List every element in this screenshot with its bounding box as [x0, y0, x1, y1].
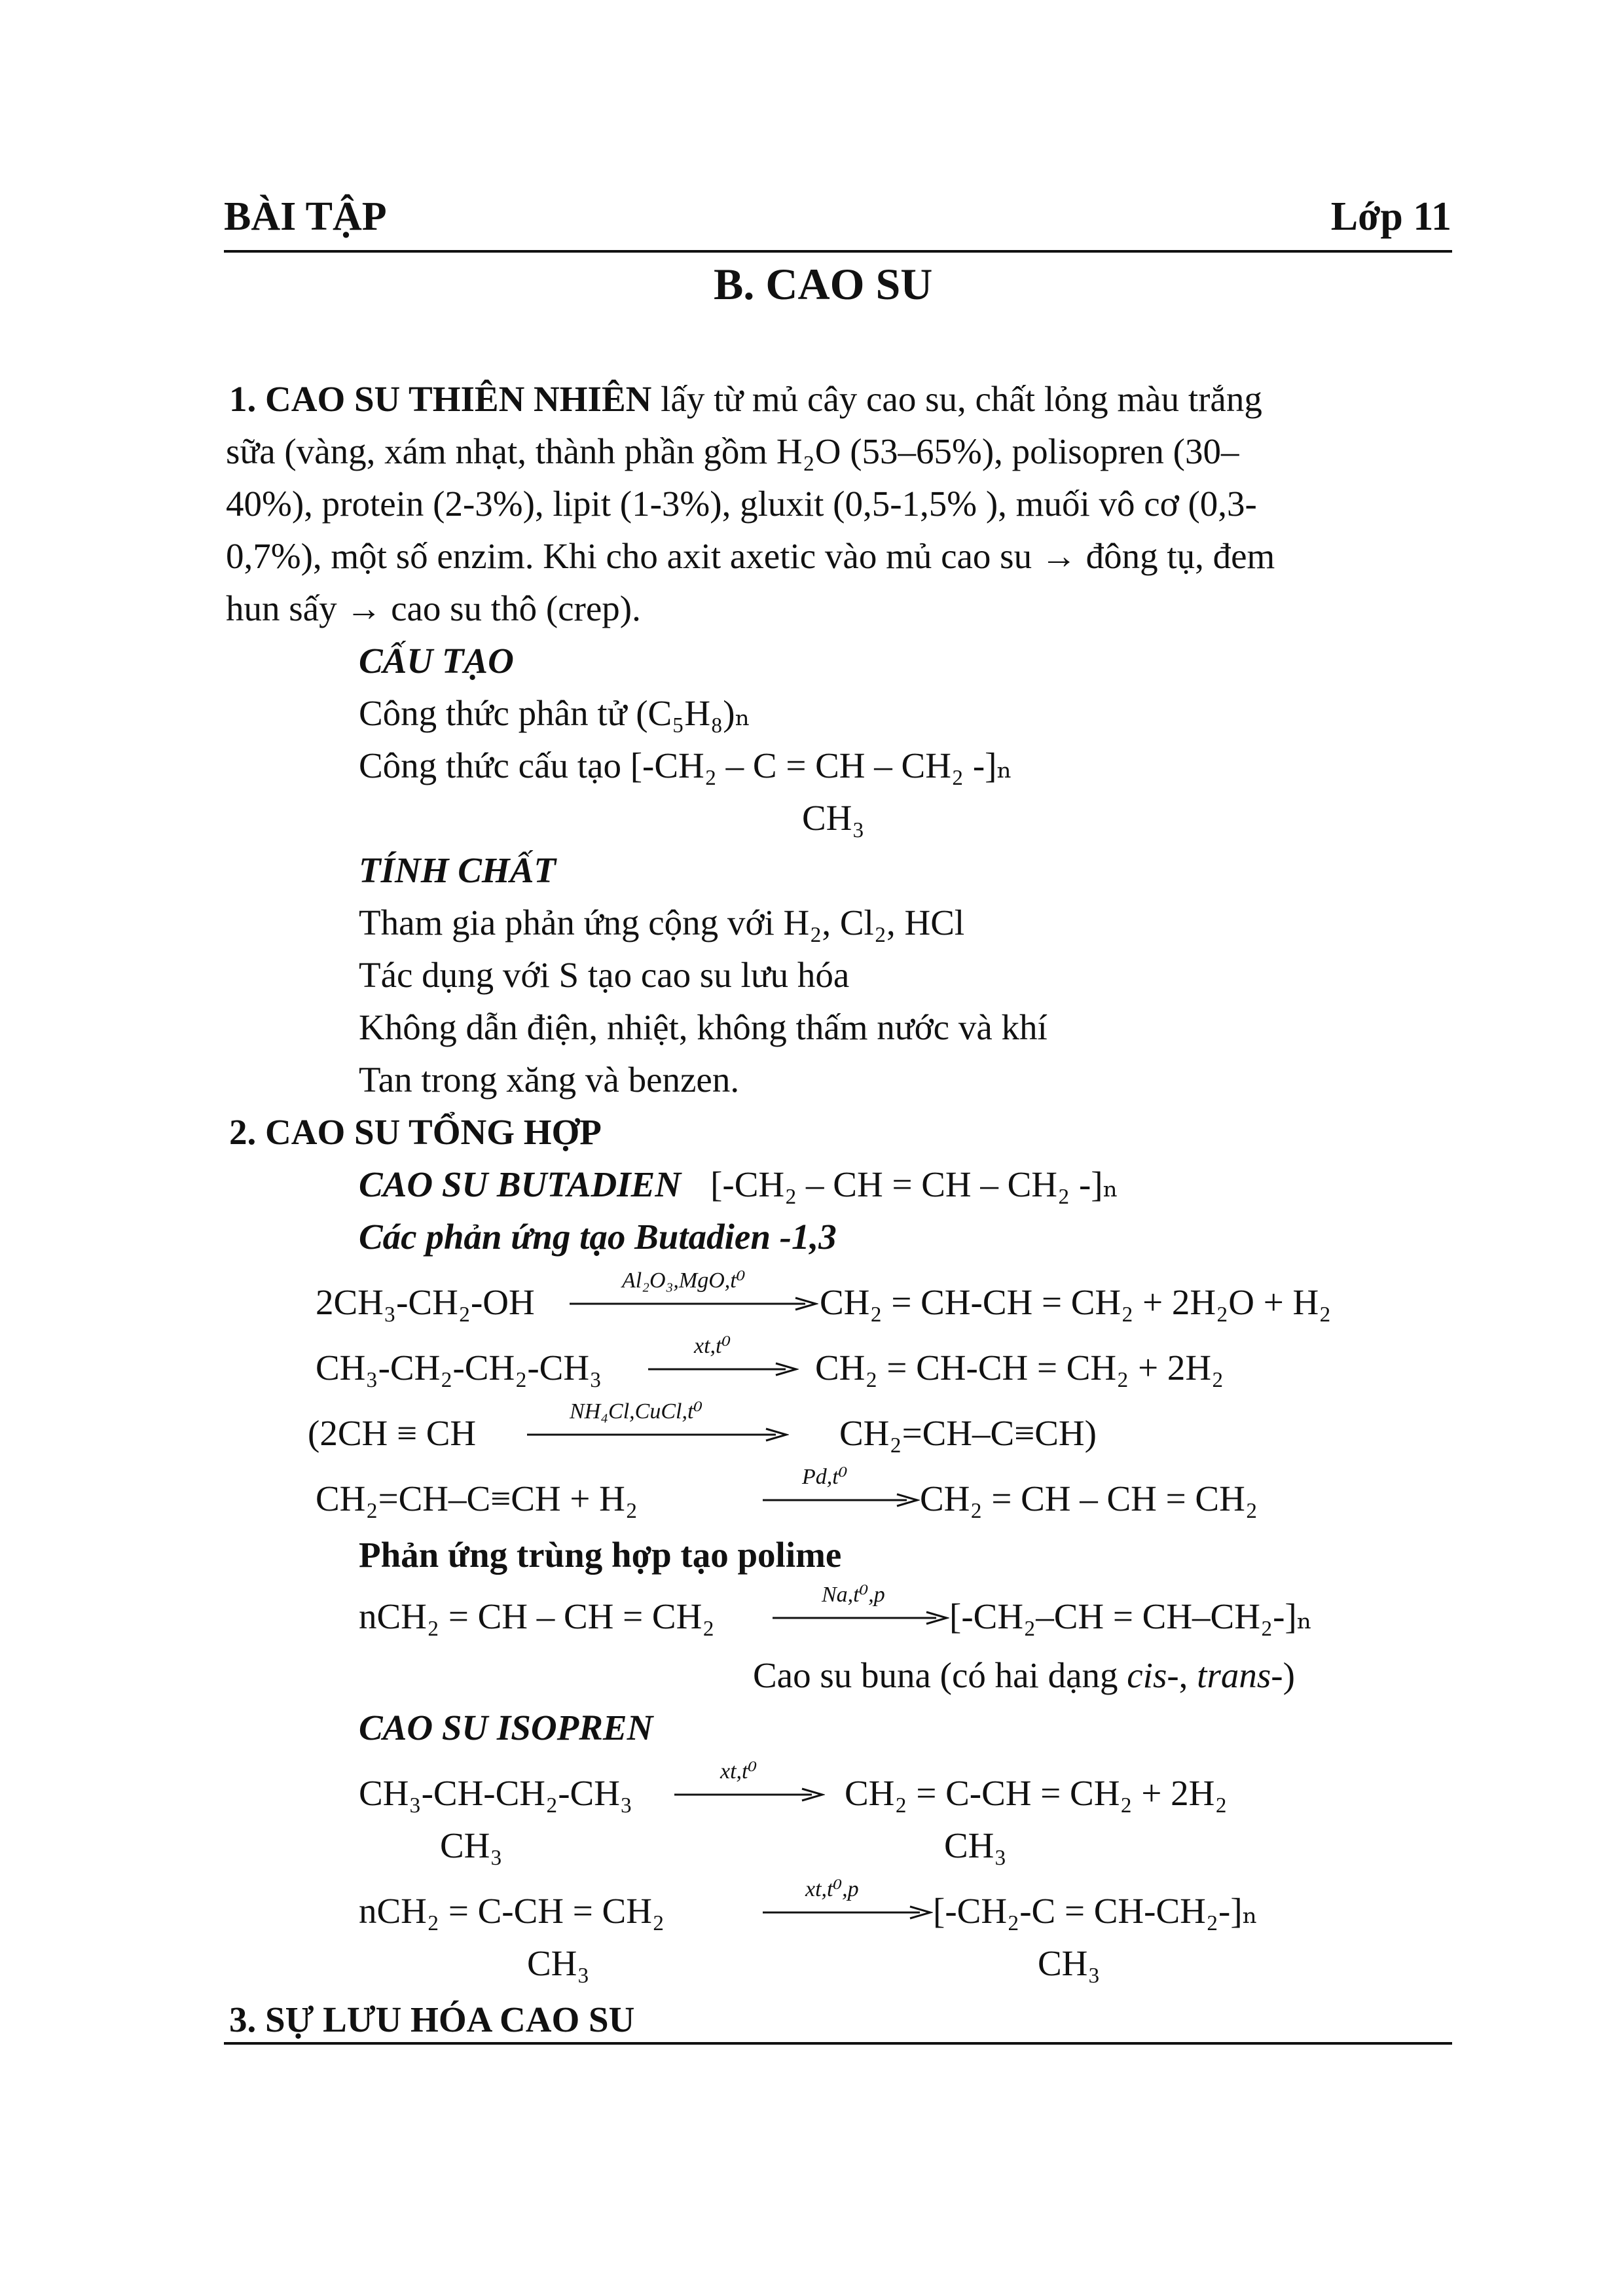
- buna-trans: trans-: [1197, 1655, 1283, 1695]
- prop-4: Tan trong xăng và benzen.: [359, 1060, 740, 1100]
- r4-right: CH₂ = CH – CH = CH₂: [920, 1479, 1258, 1518]
- cautao-heading: CẤU TẠO: [359, 641, 514, 681]
- r7-cond: xt,t⁰,p: [805, 1877, 859, 1901]
- butadien-formula: [-CH₂ – CH = CH – CH₂ -]ₙ: [710, 1164, 1119, 1204]
- r3-right: CH₂=CH–C≡CH): [839, 1413, 1097, 1453]
- r3-cond: NH₄Cl,CuCl,t⁰: [570, 1399, 703, 1424]
- r6-cond: xt,t⁰: [720, 1759, 757, 1784]
- sec1-line1-text: lấy từ mủ cây cao su, chất lỏng màu trắng: [651, 379, 1262, 419]
- polymer-heading: Phản ứng trùng hợp tạo polime: [359, 1535, 842, 1575]
- r6-right: CH₂ = C-CH = CH₂ + 2H₂: [845, 1773, 1228, 1813]
- ct-phantu: Công thức phân tử (C₅H₈)ₙ: [359, 693, 751, 733]
- sec1-heading: 1. CAO SU THIÊN NHIÊN: [229, 379, 652, 419]
- header-rule: [224, 250, 1452, 253]
- r4-left: CH₂=CH–C≡CH + H₂: [316, 1479, 638, 1518]
- sec1-line4: 0,7%), một số enzim. Khi cho axit axetic vào mủ cao su → đông tụ, đem: [226, 536, 1275, 576]
- r6-left: CH₃-CH-CH₂-CH₃: [359, 1773, 633, 1813]
- r3-left: (2CH ≡ CH: [308, 1413, 477, 1453]
- r2-left: CH₃-CH₂-CH₂-CH₃: [316, 1348, 602, 1388]
- r4-cond: Pd,t⁰: [802, 1465, 848, 1489]
- sec1-line1: [229, 381, 1262, 417]
- footer-rule: [224, 2042, 1452, 2045]
- r5-cond: Na,t⁰,p: [822, 1583, 885, 1607]
- sec1-line3: 40%), protein (2-3%), lipit (1-3%), gluxit (0,5-1,5% ), muối vô cơ (0,3-: [226, 484, 1257, 524]
- r6-right-branch: CH₃: [944, 1825, 1007, 1865]
- tinhchat-heading: TÍNH CHẤT: [359, 850, 556, 890]
- r7-left: nCH₂ = C-CH = CH₂: [359, 1891, 665, 1931]
- r1-arrow-icon: [570, 1296, 818, 1312]
- r4-arrow-icon: [763, 1492, 920, 1508]
- prop-2: Tác dụng với S tạo cao su lưu hóa: [359, 955, 850, 995]
- r7-arrow-icon: [763, 1905, 933, 1920]
- r5-arrow-icon: [773, 1610, 949, 1626]
- r7-right-branch: CH₃: [1038, 1943, 1101, 1983]
- page-title: B. CAO SU: [714, 259, 933, 309]
- header-left: BÀI TẬP: [224, 194, 387, 239]
- sec1-line2: sữa (vàng, xám nhạt, thành phần gồm H₂O (53–65%), polisopren (30–: [226, 431, 1239, 471]
- r7-right: [-CH₂-C = CH-CH₂-]ₙ: [933, 1891, 1258, 1931]
- buna-prefix: Cao su buna (có hai dạng: [753, 1655, 1127, 1695]
- butadien-label: CAO SU BUTADIEN: [359, 1164, 682, 1204]
- r6-arrow-icon: [674, 1787, 825, 1803]
- sec2-heading: 2. CAO SU TỔNG HỢP: [229, 1112, 602, 1152]
- r3-arrow-icon: [527, 1427, 789, 1443]
- buna-suffix: ): [1283, 1655, 1295, 1695]
- r7-left-branch: CH₃: [527, 1943, 590, 1983]
- header-right: Lớp 11: [1330, 194, 1451, 239]
- isopren-label: CAO SU ISOPREN: [359, 1708, 653, 1748]
- r5-left: nCH₂ = CH – CH = CH₂: [359, 1596, 715, 1636]
- r1-left: 2CH₃-CH₂-OH: [316, 1282, 535, 1322]
- reactions-heading: Các phản ứng tạo Butadien -1,3: [359, 1217, 837, 1257]
- r2-right: CH₂ = CH-CH = CH₂ + 2H₂: [815, 1348, 1224, 1388]
- r5-right: [-CH₂–CH = CH–CH₂-]ₙ: [949, 1596, 1313, 1636]
- sec1-line5: hun sấy → cao su thô (crep).: [226, 588, 641, 628]
- r1-right: CH₂ = CH-CH = CH₂ + 2H₂O + H₂: [820, 1282, 1332, 1322]
- prop-1: Tham gia phản ứng cộng với H₂, Cl₂, HCl: [359, 903, 965, 942]
- prop-3: Không dẫn điện, nhiệt, không thấm nước và khí: [359, 1007, 1048, 1047]
- buna-cis: cis-: [1127, 1655, 1179, 1695]
- r2-cond: xt,t⁰: [694, 1334, 731, 1358]
- butadien-line: [359, 1166, 1118, 1202]
- buna-sep: ,: [1178, 1655, 1197, 1695]
- r6-left-branch: CH₃: [440, 1825, 503, 1865]
- ct-cautao: Công thức cấu tạo [-CH₂ – C = CH – CH₂ -]ₙ: [359, 745, 1013, 785]
- ct-branch: CH₃: [802, 798, 865, 838]
- buna-note: [753, 1657, 1295, 1693]
- sec3-heading: 3. SỰ LƯU HÓA CAO SU: [229, 2000, 635, 2039]
- r1-cond: Al₂O₃,MgO,t⁰: [622, 1268, 746, 1293]
- r2-arrow-icon: [648, 1361, 799, 1377]
